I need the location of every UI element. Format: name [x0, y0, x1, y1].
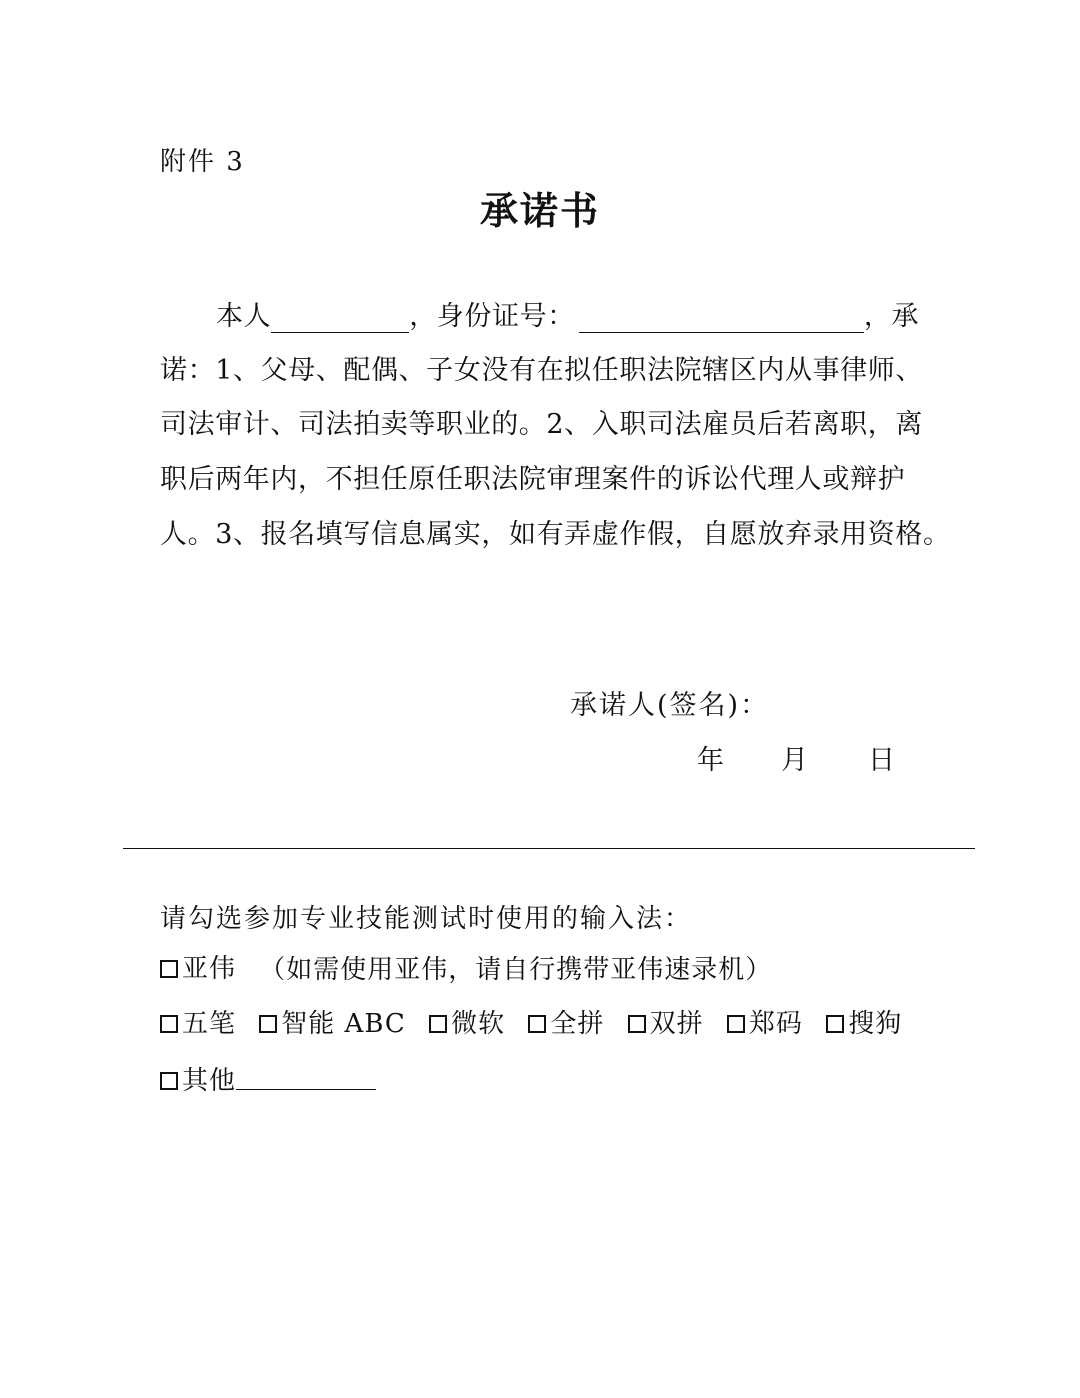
option-label: 微软	[451, 1009, 506, 1039]
date-day: 日	[868, 745, 895, 776]
pledge-line-1-tail: ，承	[863, 301, 920, 332]
input-method-prompt: 请勾选参加专业技能测试时使用的输入法：	[160, 904, 693, 934]
signature-label: 承诺人(签名)：	[570, 690, 770, 721]
yawei-note: （如需使用亚伟，请自行携带亚伟速录机）	[259, 955, 773, 985]
checkbox-other[interactable]	[160, 1072, 178, 1090]
checkbox-shuangpin[interactable]	[628, 1015, 646, 1033]
id-number-blank[interactable]	[579, 302, 864, 333]
option-other-label: 其他	[182, 1066, 237, 1096]
option-quanpin[interactable]	[528, 1006, 604, 1042]
id-number-label: ，身份证号：	[409, 301, 575, 332]
option-microsoft[interactable]	[429, 1006, 505, 1042]
option-other[interactable]	[160, 1063, 236, 1099]
option-wubi[interactable]	[160, 1006, 236, 1042]
date-year: 年	[697, 745, 724, 776]
option-yawei[interactable]	[160, 951, 236, 987]
other-blank[interactable]	[236, 1061, 376, 1090]
option-label: 五笔	[182, 1009, 237, 1039]
checkbox-smart-abc[interactable]	[259, 1015, 277, 1033]
pledge-line-3: 司法审计、司法拍卖等职业的。2、入职司法雇员后若离职，离	[160, 409, 923, 440]
option-shuangpin[interactable]	[628, 1006, 704, 1042]
date-month: 月	[781, 745, 808, 776]
pledge-line-5: 人。3、报名填写信息属实，如有弄虚作假，自愿放弃录用资格。	[160, 519, 951, 550]
option-label: 郑码	[748, 1009, 803, 1039]
pledge-line-2: 诺：1、父母、配偶、子女没有在拟任职法院辖区内从事律师、	[160, 355, 923, 386]
checkbox-zhengma[interactable]	[727, 1015, 745, 1033]
options-row	[160, 1006, 916, 1042]
yawei-row	[160, 951, 772, 987]
checkbox-wubi[interactable]	[160, 1015, 178, 1033]
option-label: 搜狗	[848, 1009, 903, 1039]
checkbox-sogou[interactable]	[826, 1015, 844, 1033]
option-yawei-label: 亚伟	[182, 954, 237, 984]
pledge-line-1	[216, 297, 919, 337]
page-title: 承诺书	[479, 189, 600, 233]
other-row	[160, 1061, 376, 1097]
section-divider	[123, 848, 975, 849]
option-smart-abc[interactable]	[259, 1006, 406, 1042]
annex-label: 附件 3	[160, 147, 245, 177]
option-label: 智能 ABC	[281, 1009, 406, 1039]
option-zhengma[interactable]	[727, 1006, 803, 1042]
pledge-self-label: 本人	[216, 301, 272, 332]
option-label: 全拼	[550, 1009, 605, 1039]
name-blank[interactable]	[271, 302, 409, 333]
checkbox-yawei[interactable]	[160, 960, 178, 978]
checkbox-quanpin[interactable]	[528, 1015, 546, 1033]
option-label: 双拼	[649, 1009, 704, 1039]
checkbox-microsoft[interactable]	[429, 1015, 447, 1033]
option-sogou[interactable]	[826, 1006, 902, 1042]
pledge-line-4: 职后两年内，不担任原任职法院审理案件的诉讼代理人或辩护	[160, 464, 906, 495]
